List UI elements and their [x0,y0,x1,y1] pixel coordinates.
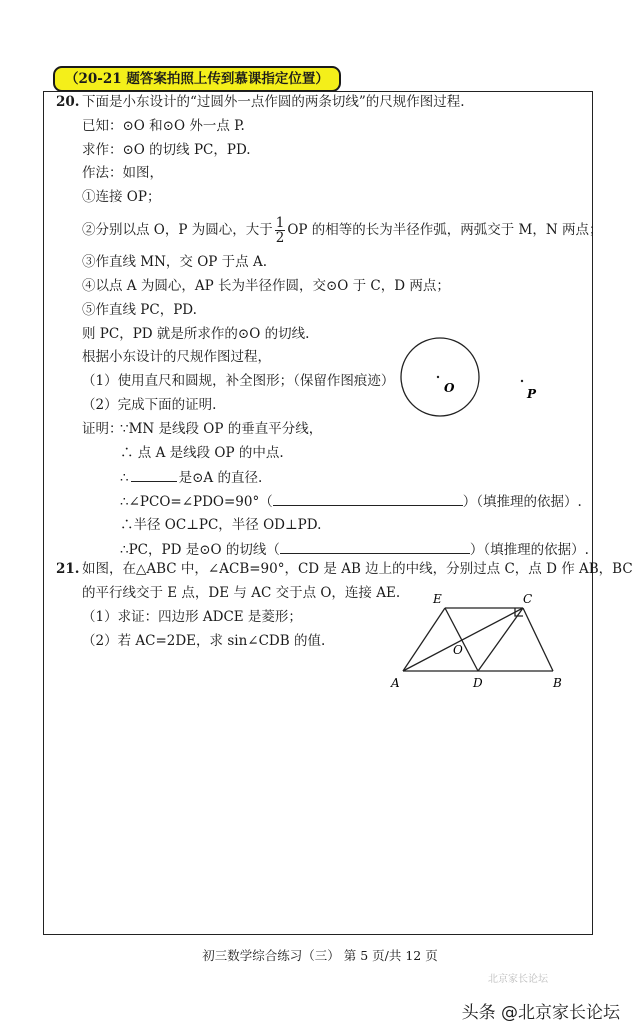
q20-proof2: ∴ 点 A 是线段 OP 的中点. [120,445,284,461]
q20-circle-figure [395,335,555,425]
segment-ae [403,608,445,671]
segment-ed [445,608,478,671]
source-watermark: 头条 @北京家长论坛 [461,1003,620,1023]
point-p [521,380,523,382]
q21-part1: （1）求证：四边形 ADCE 是菱形； [82,609,302,625]
q20-part1: （1）使用直尺和圆规，补全图形；（保留作图痕迹） [82,373,395,389]
circle-o [401,338,479,416]
q20-step3: ③作直线 MN，交 OP 于点 A. [82,254,267,270]
q20-part2: （2）完成下面的证明. [82,397,217,413]
label-p: P [527,387,537,401]
q21-number: 21. [56,561,80,577]
segment-ac [403,608,523,671]
page-footer: 初三数学综合练习（三） 第 5 页/共 12 页 [202,948,438,963]
q20-proof4-text: ∴∠PCO=∠PDO=90°（ [120,494,273,510]
q20-step5: ⑤作直线 PC，PD. [82,302,197,318]
q20-then: 则 PC，PD 就是所求作的⊙O 的切线. [82,326,310,342]
q20-number: 20. [56,94,80,110]
instruction-banner: （20-21 题答案拍照上传到慕课指定位置） [53,66,341,92]
q20-proof6-text: ∴PC，PD 是⊙O 的切线（ [120,542,280,558]
half-fraction [275,216,286,245]
q20-proof3 [120,468,262,487]
q20-proof6 [120,540,589,559]
label-b: B [553,676,562,690]
q21-rhombus-figure [385,588,575,690]
reason-blank-1[interactable] [273,492,463,506]
q21-line1: 如图，在△ABC 中，∠ACB=90°，CD 是 AB 边上的中线，分别过点 C，点 D 作 AB，BC [82,561,633,577]
q20-proof5: ∴半径 OC⊥PC，半径 OD⊥PD. [120,517,322,533]
q20-step2 [82,212,603,248]
center-point-o [437,376,439,378]
q20-step2-post: OP 的相等的长为半径作弧，两弧交于 M，N 两点； [287,222,603,238]
q20-method: 作法：如图， [82,165,163,181]
label-o: O [444,381,455,395]
q20-step4: ④以点 A 为圆心，AP 长为半径作圆，交⊙O 于 C，D 两点； [82,278,450,294]
label-o: O [453,643,463,657]
q20-step2-pre: ②分别以点 O，P 为圆心，大于 [82,222,273,238]
fraction-numerator: 1 [275,215,285,231]
q20-intro: 下面是小东设计的“过圆外一点作圆的两条切线”的尺规作图过程. [82,94,465,110]
label-d: D [473,676,483,690]
label-a: A [391,676,400,690]
diameter-blank[interactable] [131,468,177,482]
q21-line2: 的平行线交于 E 点，DE 与 AC 交于点 O，连接 AE. [82,585,401,601]
label-c: C [523,592,533,606]
q20-proof1: ∵MN 是线段 OP 的垂直平分线， [120,421,323,437]
q20-proof3-post: 是⊙A 的直径. [178,470,263,486]
q20-known: 已知：⊙O 和⊙O 外一点 P. [82,118,245,134]
q20-proof-label: 证明： [82,421,123,437]
q20-proof4-end: ）（填推理的依据）. [462,494,582,510]
label-e: E [433,592,442,606]
q20-find: 求作：⊙O 的切线 PC，PD. [82,142,251,158]
q20-step1: ①连接 OP； [82,189,161,205]
segment-dc [478,608,523,671]
faint-watermark: 北京家长论坛 [488,974,548,985]
q20-proof3-pre: ∴ [120,470,129,486]
q20-proof4 [120,492,582,511]
segment-cb [523,608,553,671]
q20-according: 根据小东设计的尺规作图过程， [82,349,271,365]
reason-blank-2[interactable] [280,540,470,554]
fraction-denominator: 2 [275,230,285,246]
q21-part2: （2）若 AC=2DE，求 sin∠CDB 的值. [82,633,326,649]
q20-proof6-end: ）（填推理的依据）. [469,542,589,558]
